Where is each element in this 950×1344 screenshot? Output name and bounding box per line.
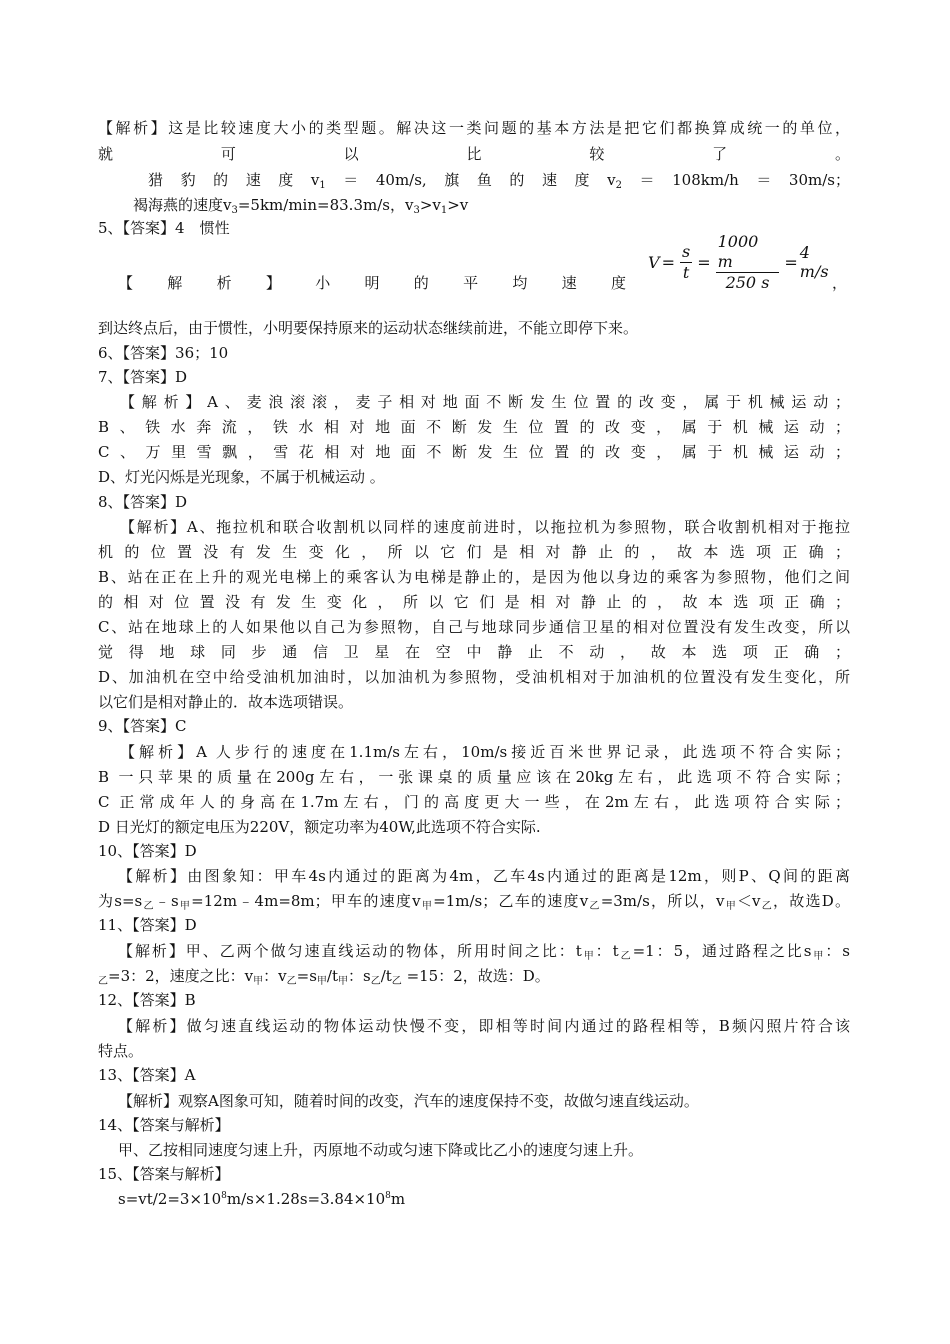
answer-heading: 10、【答案】D [98, 842, 197, 860]
text-line: 【解析】由图象知：甲车4s内通过的距离为4m，乙车4s内通过的距离是12m，则P、Q间的距离 [118, 867, 850, 885]
text-line: 就可以比较了。 [98, 145, 850, 163]
velocity-formula [648, 231, 843, 292]
answer-heading: 12、【答案】B [98, 991, 196, 1009]
text-line: 甲、乙按相同速度匀速上升，丙原地不动或匀速下降或比乙小的速度匀速上升。 [118, 1141, 644, 1159]
text-line: 【解析】做匀速直线运动的物体运动快慢不变，即相等时间内通过的路程相等，B频闪照片符合该 [118, 1017, 850, 1035]
text-line: B、铁水奔流，铁水相对地面不断发生位置的改变，属于机械运动； [98, 418, 850, 436]
text-line: 【解析】甲、乙两个做匀速直线运动的物体，所用时间之比：$t_甲$：$t_乙=1$：5，通过路程之比$s_甲$：s [118, 942, 850, 962]
text-line: 【解析】A 人步行的速度在1.1m/s左右，10m/s接近百米世界记录，此选项不符合实际； [120, 743, 850, 761]
formula-equals: = [784, 252, 798, 272]
formula-equals: = [697, 252, 711, 272]
answer-heading: 13、【答案】A [98, 1066, 196, 1084]
formula-equals: = [661, 252, 675, 272]
text-line: C 正常成年人的身高在1.7m左右，门的高度更大一些，在2m左右，此选项符合实际； [98, 793, 850, 811]
text-line: 到达终点后，由于惯性，小明要保持原来的运动状态继续前进，不能立即停下来。 [98, 319, 639, 337]
answer-heading: 14、【答案与解析】 [98, 1116, 230, 1134]
text-line: B、站在正在上升的观光电梯上的乘客认为电梯是静止的，是因为他以身边的乘客为参照物，他们之间 [98, 568, 850, 586]
answer-heading: 6、【答案】36；10 [98, 344, 229, 362]
text-line: D 日光灯的额定电压为220V，额定功率为40W,此选项不符合实际. [98, 818, 541, 836]
answer-heading: 15、【答案与解析】 [98, 1165, 230, 1183]
text-line: 为$s=s_乙﹣s_甲=12m﹣4m=8m$；甲车的速度$v_甲=1m/s$；乙车的速度$v_乙=3m/s$，所以，$v_甲<v_乙$，故选D。 [98, 892, 850, 912]
text-line: 【解析】A、拖拉机和联合收割机以同样的速度前进时，以拖拉机为参照物，联合收割机相对于拖拉 [120, 518, 850, 536]
text-line: 觉得地球同步通信卫星在空中静止不动，故本选项正确； [98, 643, 850, 661]
text-line: 【解析】观察A图象可知，随着时间的改变，汽车的速度保持不变，故做匀速直线运动。 [118, 1092, 699, 1110]
text-line: 机的位置没有发生变化，所以它们是相对静止的，故本选项正确； [98, 543, 850, 561]
text-line: 【解析】这是比较速度大小的类型题。解决这一类问题的基本方法是把它们都换算成统一的单位， [98, 119, 850, 137]
text-line: B 一只苹果的质量在200g左右，一张课桌的质量应该在20kg左右，此选项不符合实际； [98, 768, 850, 786]
text-line: 的相对位置没有发生变化，所以它们是相对静止的，故本选项正确； [98, 593, 850, 611]
text-line: 【解析】小明的平均速度 [118, 274, 626, 292]
answer-heading: 7、【答案】D [98, 368, 188, 386]
text-line: 特点。 [98, 1042, 144, 1060]
text-line: ， [832, 274, 848, 292]
answer-heading: 8、【答案】D [98, 493, 188, 511]
text-line: $s=vt/2=3\times 10^8m/s\times 1.28s=3.84\times 10^8m$ [118, 1190, 406, 1208]
text-line: 【解析】A、麦浪滚滚，麦子相对地面不断发生位置的改变，属于机械运动； [120, 393, 850, 411]
text-line: D、加油机在空中给受油机加油时，以加油机为参照物，受油机相对于加油机的位置没有发生变化，所 [98, 668, 850, 686]
text-line: 褐海燕的速度$v_3=5km/\min=83.3m/s$，$v_3>v_1>v$ [133, 196, 469, 216]
formula-fraction: $\frac{1000 m}{250 s}$ [716, 232, 780, 293]
answer-heading: 9、【答案】C [98, 717, 187, 735]
text-line: C、站在地球上的人如果他以自己为参照物，自己与地球同步通信卫星的相对位置没有发生改变，所以 [98, 618, 850, 636]
formula-lhs: V [648, 252, 660, 272]
formula-fraction: $\frac{s}{t}$ [681, 241, 691, 282]
text-line: D、灯光闪烁是光现象，不属于机械运动 。 [98, 468, 385, 486]
text-line: C、万里雪飘，雪花相对地面不断发生位置的改变，属于机械运动； [98, 443, 850, 461]
text-line: 猎豹的速度$v_1=40m/s$,旗鱼的速度$v_2=108km/h=30m/s$； [148, 171, 850, 191]
answer-heading: 11、【答案】D [98, 916, 197, 934]
text-line: $_乙$=3：2，速度之比：$v_甲$：$v_乙=s_甲/t_甲$：$s_乙/t_乙 =15$：2，故选：D。 [98, 967, 550, 987]
answer-heading: 5、【答案】4 惯性 [98, 219, 230, 237]
text-line: 以它们是相对静止的．故本选项错误。 [98, 693, 354, 711]
formula-rhs: 4 m/s [799, 243, 829, 281]
